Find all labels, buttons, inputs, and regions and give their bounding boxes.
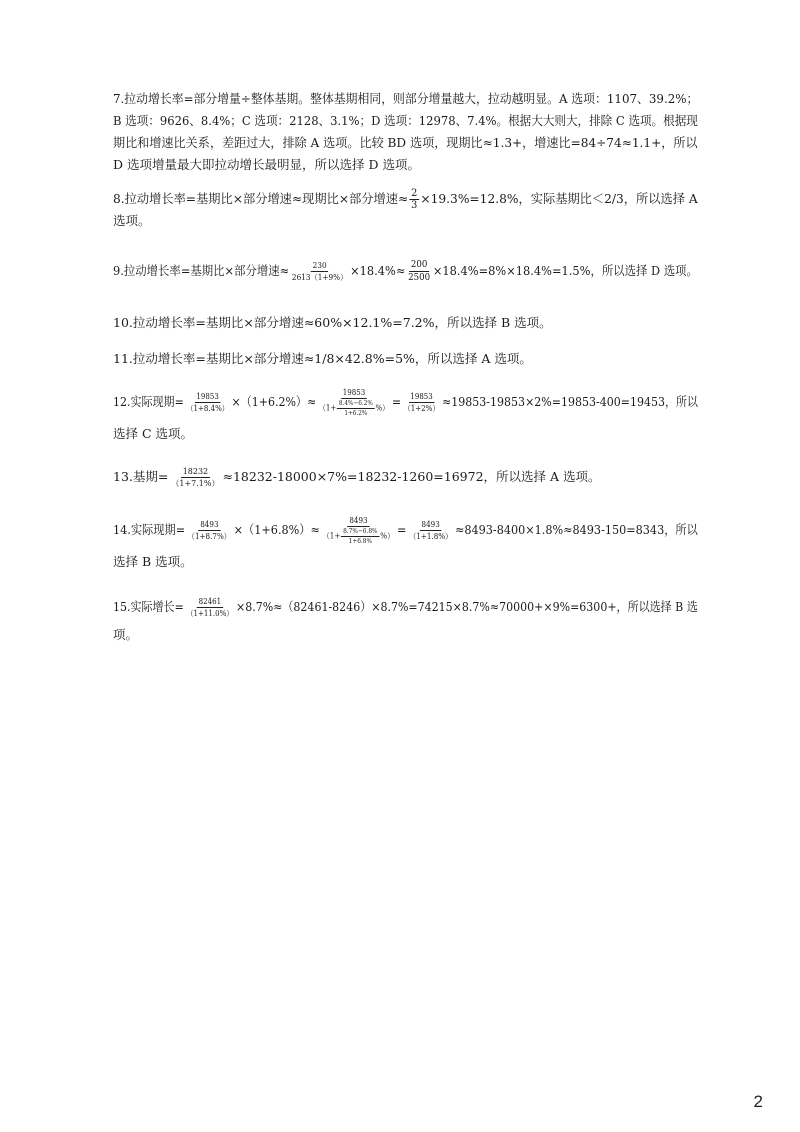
explanation-13-line-1 (113, 466, 698, 488)
fraction-numerator: 8493 (349, 516, 368, 525)
inner-fraction (341, 528, 379, 545)
text-segment: ×18.4%≈ (350, 263, 406, 278)
fraction (185, 597, 235, 618)
fraction (186, 520, 233, 541)
text-segment: 12.实际现期= (113, 394, 184, 409)
text-segment: ×8.7%≈（82461-8246）×8.7%=74215×8.7%≈70000+×9%=6300+，所以选择 B 选 (235, 599, 698, 614)
fraction-numerator: 230 (312, 261, 327, 270)
fraction-denominator: 3 (411, 200, 418, 211)
explanation-11 (113, 348, 698, 370)
explanation-13 (113, 466, 698, 488)
fraction-numerator: 8.7%−6.8% (343, 527, 378, 535)
explanation-15 (113, 596, 698, 646)
fraction-denominator (321, 527, 396, 545)
fraction (169, 467, 221, 488)
explanation-8 (113, 188, 698, 232)
text-segment: 8.拉动增长率=基期比×部分增速≈现期比×部分增速≈ (113, 191, 409, 206)
text-segment: （1+ (318, 403, 337, 413)
text-segment: ×19.3%=12.8%，实际基期比＜2/3，所以选择 A (420, 191, 698, 206)
explanation-10-line-1: 10.拉动增长率=基期比×部分增速≈60%×12.1%=7.2%，所以选择 B 选项。 (113, 315, 552, 330)
explanation-7-line-1: 7.拉动增长率=部分增量÷整体基期。整体基期相同，则部分增量越大，拉动越明显。A 选项：1107、39.2%； (113, 91, 699, 106)
fraction (409, 189, 419, 210)
fraction-denominator: 2500 (408, 272, 431, 283)
text-segment: （1+ (322, 531, 341, 541)
explanation-7 (113, 88, 698, 176)
text-segment: = (396, 522, 407, 537)
fraction (407, 520, 454, 541)
explanation-7-line-2: B 选项：9626、8.4%；C 选项：2128、3.1%；D 选项：12978、7.4%。根据大大则大，排除 C 选项。根据现 (113, 113, 698, 128)
text-segment: ×18.4%=8%×18.4%=1.5%，所以选择 D 选项。 (432, 263, 698, 278)
fraction-numerator: 19853 (410, 392, 433, 401)
inner-fraction (337, 400, 374, 417)
fraction-denominator: 2613（1+9%） (291, 273, 348, 282)
explanation-12 (113, 388, 698, 445)
text-segment: 14.实际现期= (113, 522, 186, 537)
fraction-numerator: 19853 (196, 392, 219, 401)
explanation-10 (113, 312, 698, 334)
nested-fraction (317, 388, 391, 417)
fraction-denominator (317, 399, 391, 417)
text-segment: 9.拉动增长率=基期比×部分增速≈ (113, 263, 290, 278)
text-segment: ≈19853-19853×2%=19853-400=19453，所以 (442, 394, 699, 409)
fraction-denominator: （1+8.7%） (187, 532, 231, 541)
fraction-denominator: （1+1.8%） (409, 532, 453, 541)
fraction-denominator: （1+2%） (403, 404, 440, 413)
fraction-denominator: （1+7.1%） (171, 479, 220, 488)
explanation-15-line-1 (113, 596, 698, 618)
explanation-9-line-1 (113, 259, 698, 283)
explanation-14-line-2: 选择 B 选项。 (113, 554, 193, 569)
fraction-numerator: 8493 (200, 520, 219, 529)
fraction-numerator: 200 (410, 259, 428, 270)
text-segment: ×（1+6.2%）≈ (231, 394, 317, 409)
explanation-8-line-2: 选项。 (113, 213, 151, 228)
text-segment: ≈18232-18000×7%=18232-1260=16972，所以选择 A 选项。 (222, 469, 601, 484)
explanation-12-line-1 (113, 388, 699, 417)
fraction-numerator: 8493 (421, 520, 440, 529)
text-segment: = (391, 394, 402, 409)
fraction-numerator: 19853 (342, 388, 366, 397)
fraction (406, 260, 432, 283)
explanation-8-line-1 (113, 188, 698, 211)
text-segment: ×（1+6.8%）≈ (233, 522, 320, 537)
text-segment: %） (380, 531, 395, 541)
text-segment: %） (375, 403, 390, 413)
page-number: 2 (753, 1092, 763, 1111)
fraction-denominator: （1+11.0%） (186, 609, 234, 618)
text-segment: 13.基期= (113, 469, 169, 484)
explanation-7-line-4: D 选项增量最大即拉动增长最明显，所以选择 D 选项。 (113, 157, 420, 172)
explanation-12-line-2: 选择 C 选项。 (113, 426, 194, 441)
fraction (290, 261, 349, 282)
explanation-7-line-3: 期比和增速比关系，差距过大，排除 A 选项。比较 BD 选项，现期比≈1.3+，增速比=84÷74≈1.1+，所以 (113, 135, 698, 150)
text-segment: ≈8493-8400×1.8%≈8493-150=8343，所以 (454, 522, 698, 537)
fraction-numerator: 82461 (198, 597, 222, 606)
fraction-numerator: 8.4%−6.2% (338, 399, 373, 407)
fraction-denominator: 1+6.2% (344, 409, 368, 417)
fraction (185, 392, 231, 413)
explanation-14-line-1 (113, 516, 698, 545)
fraction-denominator: （1+8.4%） (186, 404, 229, 413)
explanation-11-line-1: 11.拉动增长率=基期比×部分增速≈1/8×42.8%=5%，所以选择 A 选项。 (113, 351, 532, 366)
fraction (402, 392, 441, 413)
explanation-15-line-2: 项。 (113, 627, 139, 642)
explanation-9 (113, 260, 698, 283)
text-segment: 15.实际增长= (113, 599, 184, 614)
fraction-denominator: 1+6.8% (348, 537, 373, 545)
fraction-numerator: 18232 (182, 467, 209, 476)
explanation-14 (113, 516, 698, 573)
fraction-numerator: 2 (411, 188, 418, 199)
nested-fraction (321, 516, 396, 545)
